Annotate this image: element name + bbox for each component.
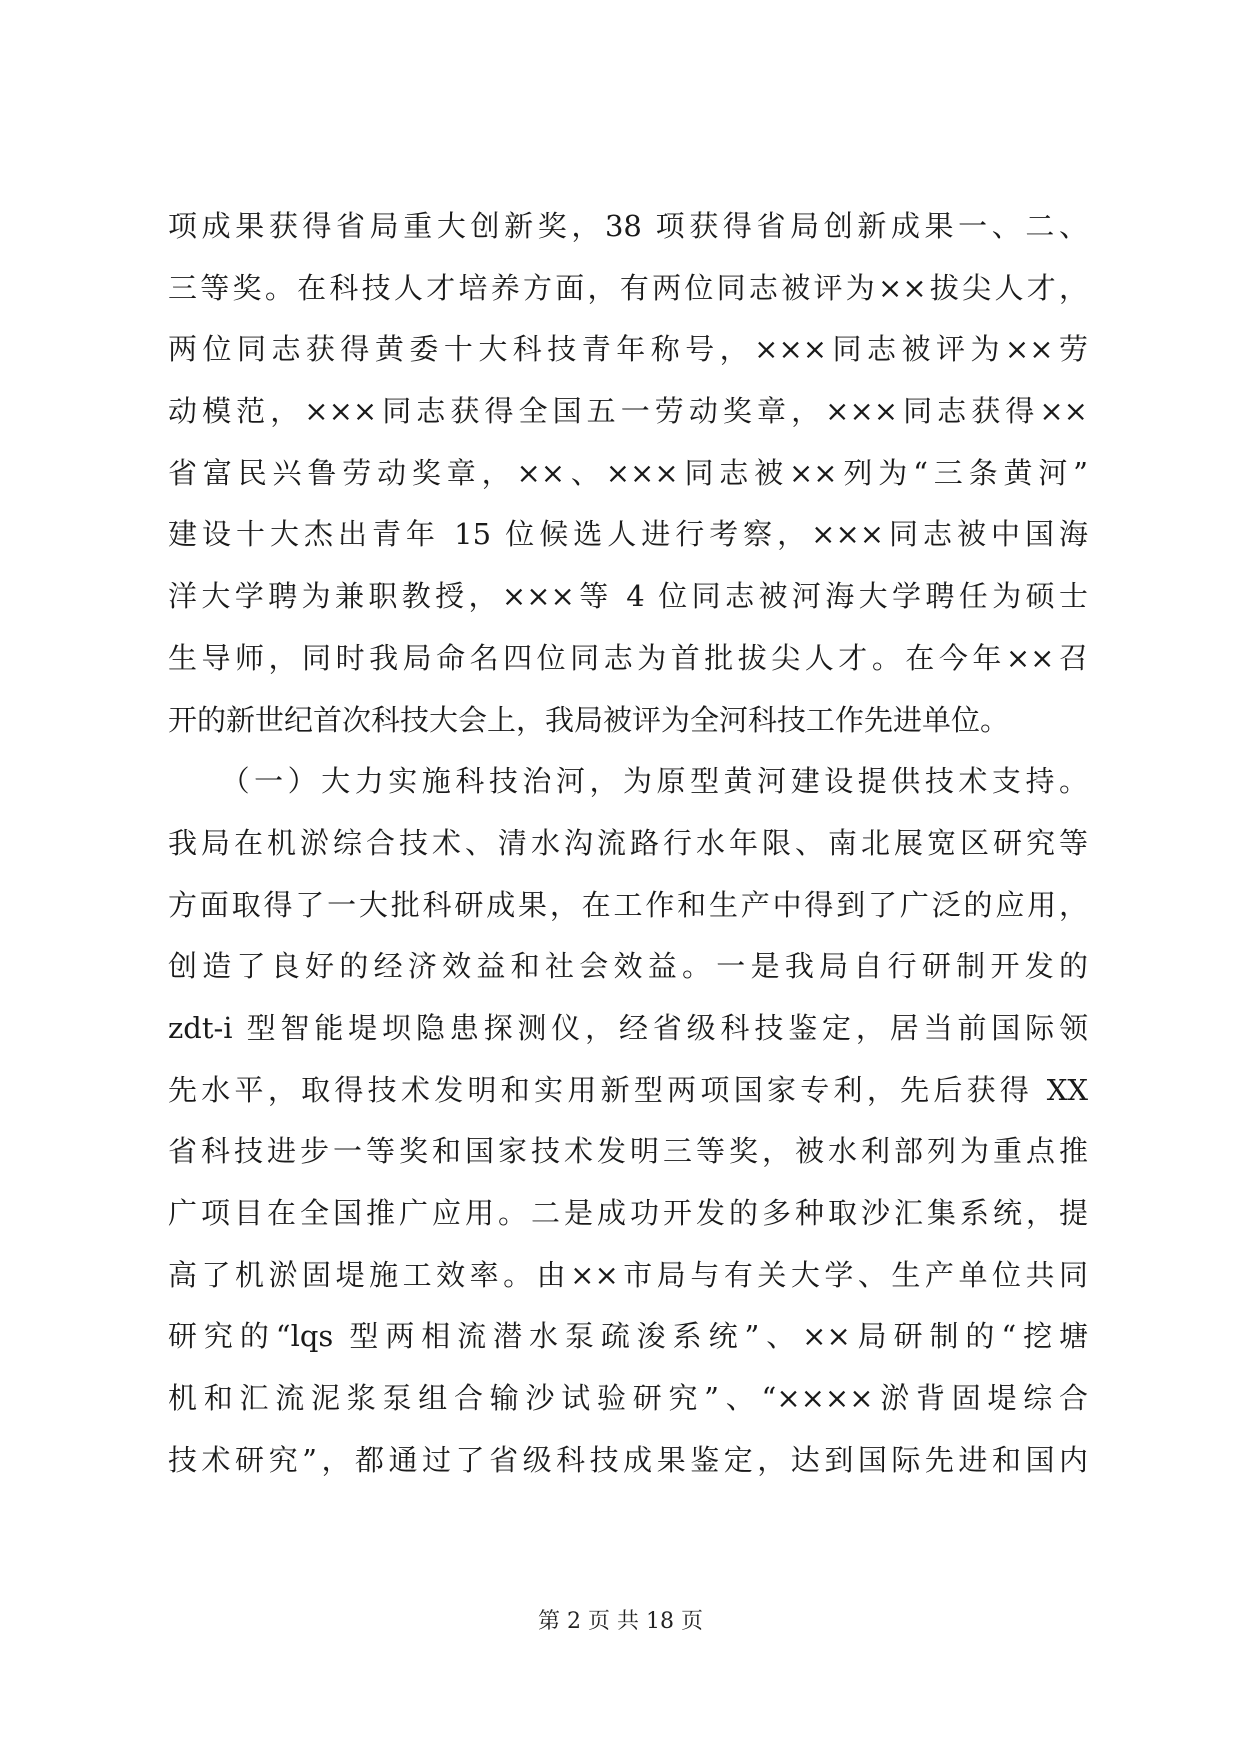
text-line: 生导师，同时我局命名四位同志为首批拔尖人才。在今年××召: [168, 640, 1088, 675]
text-line: 机和汇流泥浆泵组合输沙试验研究”、“××××淤背固堤综合: [168, 1381, 1088, 1416]
text-line: 高了机淤固堤施工效率。由××市局与有关大学、生产单位共同: [168, 1257, 1088, 1292]
text-line: 开的新世纪首次科技大会上，我局被评为全河科技工作先进单位。: [168, 702, 1010, 737]
text-line: 我局在机淤综合技术、清水沟流路行水年限、南北展宽区研究等: [168, 825, 1088, 860]
text-line: 项成果获得省局重大创新奖，38 项获得省局创新成果一、二、: [168, 209, 1088, 243]
text-line: 研究的“lqs 型两相流潜水泵疏浚系统”、××局研制的“挖塘: [168, 1319, 1088, 1354]
text-line: 创造了良好的经济效益和社会效益。一是我局自行研制开发的: [168, 949, 1088, 984]
text-line: 广项目在全国推广应用。二是成功开发的多种取沙汇集系统，提: [168, 1196, 1088, 1230]
page-footer: [0, 1607, 1241, 1637]
text-line: 洋大学聘为兼职教授，×××等 4 位同志被河海大学聘任为硕士: [168, 579, 1088, 614]
text-line: 建设十大杰出青年 15 位候选人进行考察，×××同志被中国海: [168, 517, 1088, 552]
text-line: 方面取得了一大批科研成果，在工作和生产中得到了广泛的应用，: [168, 887, 1088, 922]
body-text: [168, 196, 1088, 1491]
text-line: 动模范，×××同志获得全国五一劳动奖章，×××同志获得××: [168, 394, 1088, 429]
text-line: 技术研究”，都通过了省级科技成果鉴定，达到国际先进和国内: [168, 1442, 1088, 1477]
text-line: 两位同志获得黄委十大科技青年称号，×××同志被评为××劳: [168, 332, 1088, 367]
text-line: zdt-i 型智能堤坝隐患探测仪，经省级科技鉴定，居当前国际领: [168, 1010, 1088, 1045]
section-heading-line: （一）大力实施科技治河，为原型黄河建设提供技术支持。: [168, 764, 1088, 799]
text-line: 省富民兴鲁劳动奖章，××、×××同志被××列为“三条黄河”: [168, 455, 1088, 490]
text-line: 先水平，取得技术发明和实用新型两项国家专利，先后获得 XX: [168, 1072, 1088, 1107]
text-line: 省科技进步一等奖和国家技术发明三等奖，被水利部列为重点推: [168, 1134, 1088, 1169]
text-line: 三等奖。在科技人才培养方面，有两位同志被评为××拔尖人才，: [168, 270, 1088, 305]
page-number: 第 2 页 共 18 页: [538, 1609, 703, 1634]
